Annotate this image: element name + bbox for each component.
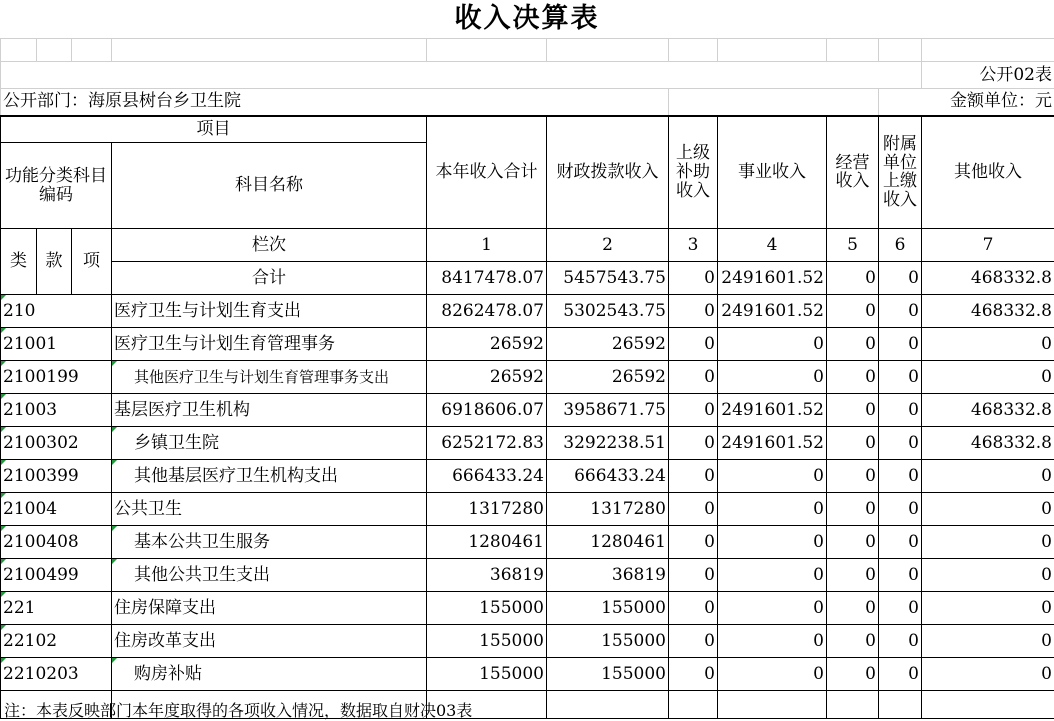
total-value: 468332.8	[922, 262, 1054, 295]
income-value: 0	[922, 658, 1054, 691]
income-value: 0	[879, 361, 922, 394]
income-value: 2491601.52	[718, 295, 827, 328]
subject-code: 2100399	[1, 460, 112, 493]
department-label: 公开部门：海原县树台乡卫生院	[1, 89, 669, 116]
income-value: 468332.8	[922, 394, 1054, 427]
income-value: 0	[669, 361, 718, 394]
func-code-header: 功能分类科目编码	[1, 143, 112, 229]
income-value: 3292238.51	[547, 427, 669, 460]
income-value: 0	[669, 658, 718, 691]
income-value: 0	[718, 493, 827, 526]
cell	[922, 39, 1054, 62]
income-value: 0	[718, 526, 827, 559]
income-value: 8262478.07	[427, 295, 547, 328]
income-value: 155000	[547, 625, 669, 658]
income-value: 0	[827, 658, 879, 691]
col-number: 7	[922, 229, 1054, 262]
income-value: 0	[669, 328, 718, 361]
income-value: 0	[827, 493, 879, 526]
table-row	[1, 328, 1054, 361]
cell	[547, 691, 669, 719]
income-value: 0	[922, 526, 1054, 559]
income-value: 5302543.75	[547, 295, 669, 328]
income-value: 0	[669, 559, 718, 592]
income-value: 0	[669, 592, 718, 625]
income-value: 0	[827, 526, 879, 559]
subject-code: 2100199	[1, 361, 112, 394]
income-value: 0	[827, 361, 879, 394]
income-value: 0	[669, 427, 718, 460]
xiang-header: 项	[72, 229, 112, 295]
subject-name: 公共卫生	[112, 493, 427, 526]
income-value: 0	[718, 559, 827, 592]
income-value: 2491601.52	[718, 394, 827, 427]
col-operating-header: 经营收入	[827, 116, 879, 229]
income-value: 0	[718, 625, 827, 658]
total-value: 5457543.75	[547, 262, 669, 295]
col-total-header: 本年收入合计	[427, 116, 547, 229]
header-row	[1, 229, 1054, 262]
income-value: 468332.8	[922, 295, 1054, 328]
cell	[669, 691, 718, 719]
income-value: 0	[879, 658, 922, 691]
total-label: 合计	[112, 262, 427, 295]
cell	[718, 39, 827, 62]
income-value: 0	[879, 295, 922, 328]
blank-row	[1, 39, 1054, 62]
lei-header: 类	[1, 229, 37, 295]
income-value: 0	[669, 526, 718, 559]
income-value: 1280461	[547, 526, 669, 559]
item-header: 项目	[1, 116, 427, 143]
col-number: 2	[547, 229, 669, 262]
cell	[669, 89, 879, 116]
income-value: 0	[879, 427, 922, 460]
cell	[827, 691, 879, 719]
subject-code: 22102	[1, 625, 112, 658]
table-row	[1, 295, 1054, 328]
total-value: 8417478.07	[427, 262, 547, 295]
total-value: 0	[669, 262, 718, 295]
income-value: 26592	[427, 328, 547, 361]
subject-code: 2100408	[1, 526, 112, 559]
report-title: 收入决算表	[454, 3, 600, 34]
subject-code: 21004	[1, 493, 112, 526]
cell	[547, 39, 669, 62]
income-value: 1317280	[547, 493, 669, 526]
total-row	[1, 262, 1054, 295]
subject-name: 其他公共卫生支出	[112, 559, 427, 592]
income-value: 36819	[547, 559, 669, 592]
subject-name: 医疗卫生与计划生育管理事务	[112, 328, 427, 361]
total-value: 2491601.52	[718, 262, 827, 295]
subject-code: 21003	[1, 394, 112, 427]
subject-name: 其他基层医疗卫生机构支出	[112, 460, 427, 493]
income-value: 0	[827, 427, 879, 460]
cell	[879, 691, 922, 719]
income-value: 2491601.52	[718, 427, 827, 460]
subject-name: 医疗卫生与计划生育支出	[112, 295, 427, 328]
income-value: 666433.24	[547, 460, 669, 493]
subject-code: 221	[1, 592, 112, 625]
form-code: 公开02表	[922, 62, 1054, 89]
income-value: 0	[827, 625, 879, 658]
col-number: 6	[879, 229, 922, 262]
income-table	[0, 38, 1054, 719]
income-value: 0	[922, 559, 1054, 592]
income-value: 155000	[427, 658, 547, 691]
cell	[827, 39, 879, 62]
income-value: 0	[879, 493, 922, 526]
income-value: 155000	[547, 592, 669, 625]
table-row	[1, 559, 1054, 592]
subject-name: 基层医疗卫生机构	[112, 394, 427, 427]
cell	[72, 39, 112, 62]
col-other-header: 其他收入	[922, 116, 1054, 229]
income-value: 0	[827, 295, 879, 328]
income-value: 0	[827, 559, 879, 592]
income-value: 0	[922, 625, 1054, 658]
income-value: 0	[718, 328, 827, 361]
table-row	[1, 625, 1054, 658]
income-value: 0	[879, 592, 922, 625]
subject-code: 21001	[1, 328, 112, 361]
income-value: 0	[718, 460, 827, 493]
subject-name: 乡镇卫生院	[112, 427, 427, 460]
subject-code: 210	[1, 295, 112, 328]
income-value: 1280461	[427, 526, 547, 559]
income-value: 468332.8	[922, 427, 1054, 460]
col-number: 1	[427, 229, 547, 262]
col-number: 5	[827, 229, 879, 262]
col-superior-header: 上级补助收入	[669, 116, 718, 229]
col-number: 4	[718, 229, 827, 262]
income-value: 26592	[427, 361, 547, 394]
col-business-header: 事业收入	[718, 116, 827, 229]
table-row	[1, 361, 1054, 394]
income-value: 0	[879, 460, 922, 493]
income-value: 155000	[427, 625, 547, 658]
income-value: 0	[879, 559, 922, 592]
income-value: 0	[669, 625, 718, 658]
table-row	[1, 493, 1054, 526]
cell	[1, 62, 922, 89]
income-value: 0	[827, 328, 879, 361]
income-value: 0	[922, 460, 1054, 493]
income-value: 26592	[547, 361, 669, 394]
income-value: 0	[827, 394, 879, 427]
income-value: 0	[669, 493, 718, 526]
income-value: 1317280	[427, 493, 547, 526]
total-value: 0	[827, 262, 879, 295]
income-value: 6918606.07	[427, 394, 547, 427]
table-row	[1, 526, 1054, 559]
cell	[427, 39, 547, 62]
footnote: 注：本表反映部门本年度取得的各项收入情况，数据取自财决03表	[4, 701, 473, 720]
income-value: 0	[922, 493, 1054, 526]
subject-name: 其他医疗卫生与计划生育管理事务支出	[112, 361, 427, 394]
income-value: 36819	[427, 559, 547, 592]
income-value: 0	[879, 526, 922, 559]
form-code-row	[1, 62, 1054, 89]
income-value: 6252172.83	[427, 427, 547, 460]
income-value: 155000	[547, 658, 669, 691]
total-value: 0	[879, 262, 922, 295]
income-value: 0	[879, 328, 922, 361]
cell	[112, 39, 427, 62]
income-value: 26592	[547, 328, 669, 361]
table-row	[1, 394, 1054, 427]
income-value: 0	[718, 361, 827, 394]
kuan-header: 款	[37, 229, 72, 295]
cell	[37, 39, 72, 62]
income-value: 0	[922, 592, 1054, 625]
cell	[669, 39, 718, 62]
col-number: 3	[669, 229, 718, 262]
subject-name: 购房补贴	[112, 658, 427, 691]
income-value: 0	[669, 460, 718, 493]
subject-name: 基本公共卫生服务	[112, 526, 427, 559]
unit-label: 金额单位：元	[879, 89, 1054, 116]
col-affiliated-header: 附属单位上缴收入	[879, 116, 922, 229]
cell	[922, 691, 1054, 719]
lanci-label: 栏次	[112, 229, 427, 262]
subject-code: 2100302	[1, 427, 112, 460]
col-fiscal-header: 财政拨款收入	[547, 116, 669, 229]
cell	[879, 39, 922, 62]
cell	[1, 39, 37, 62]
subject-code: 2100499	[1, 559, 112, 592]
income-value: 0	[922, 328, 1054, 361]
subject-name-header: 科目名称	[112, 143, 427, 229]
income-value: 3958671.75	[547, 394, 669, 427]
income-value: 0	[669, 295, 718, 328]
cell	[718, 691, 827, 719]
income-value: 0	[718, 592, 827, 625]
department-row	[1, 89, 1054, 116]
table-row	[1, 658, 1054, 691]
subject-name: 住房改革支出	[112, 625, 427, 658]
subject-name: 住房保障支出	[112, 592, 427, 625]
header-row	[1, 116, 1054, 143]
income-value: 0	[827, 460, 879, 493]
income-value: 0	[669, 394, 718, 427]
income-value: 0	[922, 361, 1054, 394]
income-value: 155000	[427, 592, 547, 625]
income-value: 0	[718, 658, 827, 691]
table-row	[1, 460, 1054, 493]
table-row	[1, 592, 1054, 625]
subject-code: 2210203	[1, 658, 112, 691]
income-value: 0	[827, 592, 879, 625]
income-value: 0	[879, 394, 922, 427]
table-row	[1, 427, 1054, 460]
income-value: 0	[879, 625, 922, 658]
income-value: 666433.24	[427, 460, 547, 493]
